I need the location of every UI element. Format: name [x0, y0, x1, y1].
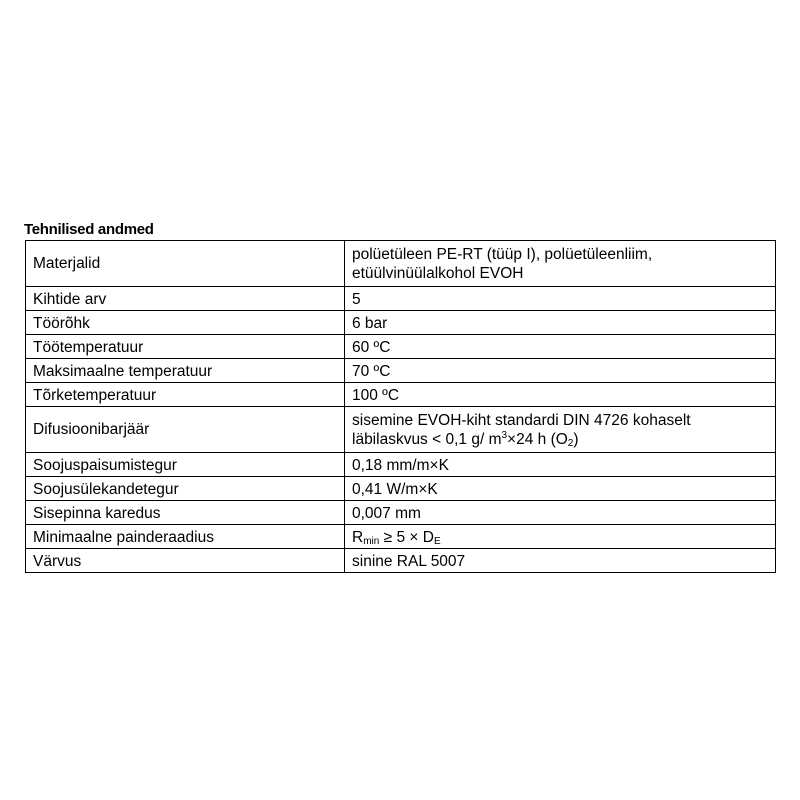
table-row: [26, 407, 776, 453]
row-value-text: R: [352, 528, 364, 546]
subscript: E: [433, 535, 441, 547]
section-heading: Tehnilised andmed: [24, 221, 154, 238]
row-label: Materjalid: [26, 241, 345, 287]
row-value-text: sisemine EVOH-kiht standardi DIN 4726 kohaselt: [352, 411, 691, 429]
subscript: min: [363, 535, 380, 547]
row-value: 100 ºC: [345, 383, 776, 407]
row-label: Tõrketemperatuur: [26, 383, 345, 407]
row-value: 70 ºC: [345, 359, 776, 383]
row-value: 60 ºC: [345, 335, 776, 359]
table-row: [26, 311, 776, 335]
technical-data-table: [25, 240, 776, 573]
row-value-line: polüetüleen PE-RT (tüüp I), polüetüleenliim,: [352, 245, 653, 263]
superscript: 3: [501, 429, 508, 441]
row-label: Difusioonibarjäär: [26, 407, 345, 453]
table-row: [26, 287, 776, 311]
row-label: Töörõhk: [26, 311, 345, 335]
table-row: [26, 383, 776, 407]
row-value: [345, 241, 776, 287]
row-label: Maksimaalne temperatuur: [26, 359, 345, 383]
row-label: Minimaalne painderaadius: [26, 525, 345, 549]
row-value: 0,41 W/m×K: [345, 477, 776, 501]
row-label: Sisepinna karedus: [26, 501, 345, 525]
row-label: Töötemperatuur: [26, 335, 345, 359]
row-label: Kihtide arv: [26, 287, 345, 311]
table-row: [26, 477, 776, 501]
row-label: Värvus: [26, 549, 345, 573]
table-row: [26, 501, 776, 525]
row-value: sinine RAL 5007: [345, 549, 776, 573]
row-value-line: [352, 430, 773, 449]
table-row: [26, 453, 776, 477]
row-value-text: läbilaskvus < 0,1 g/ m: [352, 430, 502, 448]
table-row: [26, 335, 776, 359]
table-row: [26, 359, 776, 383]
row-label: Soojuspaisumistegur: [26, 453, 345, 477]
row-value: 0,18 mm/m×K: [345, 453, 776, 477]
row-value: 6 bar: [345, 311, 776, 335]
row-value-line: etüülvinüülalkohol EVOH: [352, 264, 524, 282]
subscript: 2: [567, 437, 574, 449]
table-row: [26, 549, 776, 573]
row-value: [345, 407, 776, 453]
row-value-text: ×24 h (O: [507, 430, 568, 448]
row-value: 0,007 mm: [345, 501, 776, 525]
row-value-text: ): [573, 430, 579, 448]
table-row: [26, 525, 776, 549]
row-value-text: ≥ 5 × D: [379, 528, 434, 546]
row-value-line: [352, 411, 773, 430]
row-value: 5: [345, 287, 776, 311]
row-label: Soojusülekandetegur: [26, 477, 345, 501]
table-row: [26, 241, 776, 287]
row-value: [345, 525, 776, 549]
